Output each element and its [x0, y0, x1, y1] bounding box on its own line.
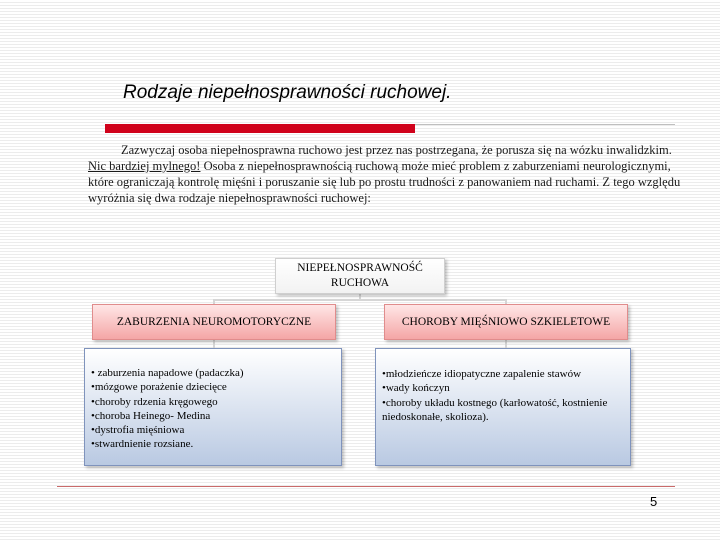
root-node: NIEPEŁNOSPRAWNOŚĆ RUCHOWA: [275, 258, 445, 294]
list-item: •choroba Heinego- Medina: [91, 409, 211, 422]
slide-title: Rodzaje niepełnosprawności ruchowej.: [123, 82, 452, 103]
list-item: •wady kończyn: [382, 382, 450, 395]
intro-text-end: Osoba z niepełnosprawnością ruchową może mieć problem z zaburzeniami neurologicznymi, które ograniczają kontrolę mięśni i poruszanie się lub po prostu trudności z panowaniem nad ruchami. Z tego względu wyróżnia się dwa rodzaje niepełnosprawności ruchowej:: [88, 159, 681, 205]
title-rule: [415, 124, 675, 125]
category-musculoskeletal: CHOROBY MIĘŚNIOWO SZKIELETOWE: [384, 304, 628, 340]
neuromotor-list: [84, 348, 342, 466]
list-item: •choroby układu kostnego (karłowatość, kostnienie niedoskonałe, skolioza).: [382, 396, 608, 423]
list-item: •mózgowe porażenie dziecięce: [91, 381, 227, 394]
intro-emphasis: Nic bardziej mylnego!: [88, 159, 201, 173]
footer-rule: [57, 486, 675, 487]
connector-horizontal: [213, 299, 507, 301]
musculoskeletal-list: [375, 348, 631, 466]
list-item: • zaburzenia napadowe (padaczka): [91, 367, 244, 379]
list-item: •dystrofia mięśniowa: [91, 424, 185, 437]
intro-text-start: Zazwyczaj osoba niepełnosprawna ruchowo jest przez nas postrzegana, że porusza się na wózku inwalidzkim.: [121, 143, 672, 157]
list-item: •choroby rdzenia kręgowego: [91, 395, 218, 408]
list-item: •stwardnienie rozsiane.: [91, 438, 194, 451]
connector-left-list: [213, 340, 215, 348]
page-number: 5: [650, 494, 658, 509]
list-item: •młodzieńcze idiopatyczne zapalenie stawów: [382, 368, 582, 380]
connector-right-list: [505, 340, 507, 348]
category-neuromotor: ZABURZENIA NEUROMOTORYCZNE: [92, 304, 336, 340]
intro-paragraph: [88, 142, 688, 206]
title-accent-bar: [105, 124, 415, 133]
